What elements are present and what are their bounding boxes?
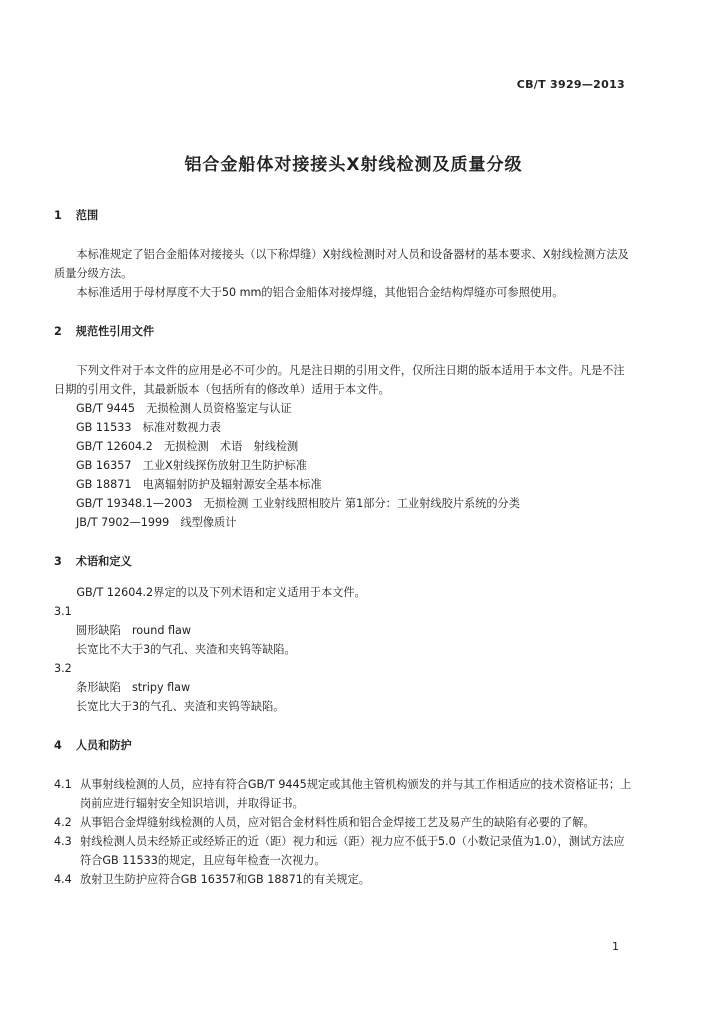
clause-text: 从事铝合金焊缝射线检测的人员，应对铝合金材料性质和铝合金焊接工艺及易产生的缺陷有必要的了解。 (80, 816, 595, 829)
section-1-heading (54, 206, 634, 225)
section-number: 3 (54, 555, 62, 568)
section-title: 规范性引用文件 (75, 325, 155, 338)
clause-number: 4.4 (54, 873, 72, 886)
section-title: 范围 (75, 209, 99, 222)
term-name: 圆形缺陷 round flaw (76, 624, 192, 637)
reference-item: GB/T 19348.1—2003 无损检测 工业射线照相胶片 第1部分：工业射线胶片系统的分类 (76, 497, 520, 510)
section-number: 1 (54, 209, 62, 222)
scope-paragraph: 本标准适用于母材厚度不大于50 mm的铝合金船体对接焊缝，其他铝合金结构焊缝亦可参照使用。 (76, 286, 564, 299)
reference-item: JB/T 7902—1999 线型像质计 (76, 516, 237, 529)
reference-item: GB 16357 工业X射线探伤放射卫生防护标准 (76, 459, 307, 472)
clause-item (54, 870, 634, 889)
document-title: 铝合金船体对接接头X射线检测及质量分级 (184, 155, 523, 175)
section-4-heading (54, 736, 634, 755)
clause-item (54, 813, 634, 832)
scope-paragraph: 本标准规定了铝合金船体对接接头（以下称焊缝）X射线检测时对人员和设备器材的基本要求、X射线检测方法及质量分级方法。 (54, 248, 629, 280)
clause-number: 4.3 (54, 835, 72, 848)
clause-item (54, 775, 634, 813)
clause-text: 从事射线检测的人员，应持有符合GB/T 9445规定或其他主管机构颁发的并与其工作相适应的技术资格证书；上岗前应进行辐射安全知识培训，并取得证书。 (80, 778, 632, 810)
term-name: 条形缺陷 stripy flaw (76, 681, 191, 694)
document-body (54, 206, 634, 889)
clause-number: 4.1 (54, 778, 72, 791)
term-definition: 长宽比大于3的气孔、夹渣和夹钨等缺陷。 (76, 700, 285, 713)
reference-item: GB/T 12604.2 无损检测 术语 射线检测 (76, 440, 299, 453)
clause-number: 4.2 (54, 816, 72, 829)
section-number: 4 (54, 739, 62, 752)
section-title: 人员和防护 (75, 739, 132, 752)
clause-text: 射线检测人员未经矫正或经矫正的近（距）视力和远（距）视力应不低于5.0（小数记录值为1.0），测试方法应符合GB 11533的规定，且应每年检查一次视力。 (80, 835, 625, 867)
section-number: 2 (54, 325, 62, 338)
references-intro: 下列文件对于本文件的应用是必不可少的。凡是注日期的引用文件，仅所注日期的版本适用于本文件。凡是不注日期的引用文件，其最新版本（包括所有的修改单）适用于本文件。 (54, 364, 625, 396)
terms-intro: GB/T 12604.2界定的以及下列术语和定义适用于本文件。 (76, 586, 366, 599)
section-title: 术语和定义 (75, 555, 132, 568)
reference-item: GB 18871 电离辐射防护及辐射源安全基本标准 (76, 478, 322, 491)
reference-item: GB/T 9445 无损检测人员资格鉴定与认证 (76, 402, 292, 415)
clause-text: 放射卫生防护应符合GB 16357和GB 18871的有关规定。 (80, 873, 370, 886)
standard-number: CB/T 3929—2013 (516, 78, 625, 91)
section-2-heading (54, 322, 634, 341)
reference-item: GB 11533 标准对数视力表 (76, 421, 221, 434)
section-3-heading (54, 552, 634, 571)
term-number: 3.1 (54, 605, 72, 618)
term-definition: 长宽比不大于3的气孔、夹渣和夹钨等缺陷。 (76, 643, 296, 656)
term-number: 3.2 (54, 662, 72, 675)
page-number: 1 (612, 940, 619, 953)
clause-item (54, 832, 634, 870)
